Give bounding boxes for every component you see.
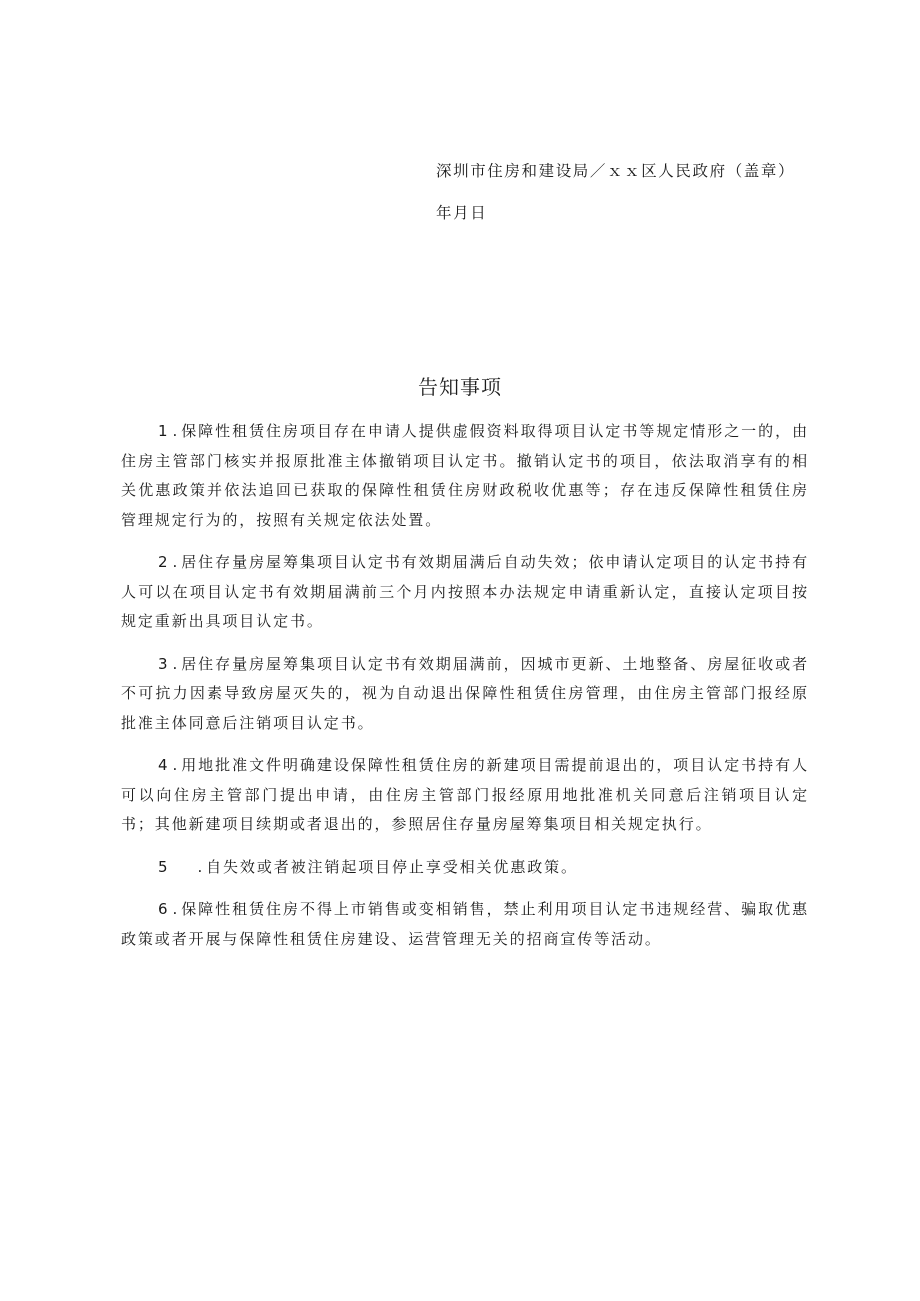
item-separator: .	[172, 422, 180, 440]
item-number: 5	[158, 857, 170, 876]
notice-item-3	[121, 650, 809, 739]
item-separator: .	[172, 654, 180, 673]
item-text: 用地批准文件明确建设保障性租赁住房的新建项目需提前退出的，项目认定书持有人可以向住房主管部门提出申请，由住房主管部门报经原用地批准机关同意后注销项目认定书；其他新建项目续期或者退出的，参照居住存量房屋筹集项目相关规定执行。	[121, 756, 809, 833]
item-number: 3	[158, 654, 170, 673]
notice-item-5	[121, 853, 809, 883]
notice-body	[121, 417, 809, 967]
notice-title: 告知事项	[418, 375, 502, 399]
notice-item-6	[121, 895, 809, 954]
notice-item-2	[121, 548, 809, 637]
item-number: 2	[158, 553, 170, 571]
item-text: 保障性租赁住房项目存在申请人提供虚假资料取得项目认定书等规定情形之一的，由住房主管部门核实并报原批准主体撤销项目认定书。撤销认定书的项目，依法取消享有的相关优惠政策并依法追回已获取的保障性租赁住房财政税收优惠等；存在违反保障性租赁住房管理规定行为的，按照有关规定依法处置。	[121, 422, 809, 529]
item-separator: .	[172, 553, 180, 571]
item-separator: .	[172, 900, 180, 918]
date-line: 年月日	[436, 204, 488, 222]
item-separator: .	[172, 756, 180, 774]
issuer-signature: 深圳市住房和建设局／ｘｘ区人民政府（盖章）	[436, 162, 796, 180]
item-text: 自失效或者被注销起项目停止享受相关优惠政策。	[206, 857, 578, 876]
item-text: 居住存量房屋筹集项目认定书有效期届满前，因城市更新、土地整备、房屋征收或者不可抗力因素导致房屋灭失的，视为自动退出保障性租赁住房管理，由住房主管部门报经原批准主体同意后注销项目认定书。	[121, 654, 809, 732]
item-number: 6	[158, 900, 170, 918]
item-number: 4	[158, 756, 170, 774]
item-text: 居住存量房屋筹集项目认定书有效期届满后自动失效；依申请认定项目的认定书持有人可以在项目认定书有效期届满前三个月内按照本办法规定申请重新认定，直接认定项目按规定重新出具项目认定书。	[121, 553, 809, 630]
item-separator: .	[197, 857, 205, 876]
item-text: 保障性租赁住房不得上市销售或变相销售，禁止利用项目认定书违规经营、骗取优惠政策或者开展与保障性租赁住房建设、运营管理无关的招商宣传等活动。	[121, 900, 809, 948]
item-number: 1	[158, 422, 170, 440]
notice-item-1	[121, 417, 809, 535]
notice-item-4	[121, 751, 809, 840]
